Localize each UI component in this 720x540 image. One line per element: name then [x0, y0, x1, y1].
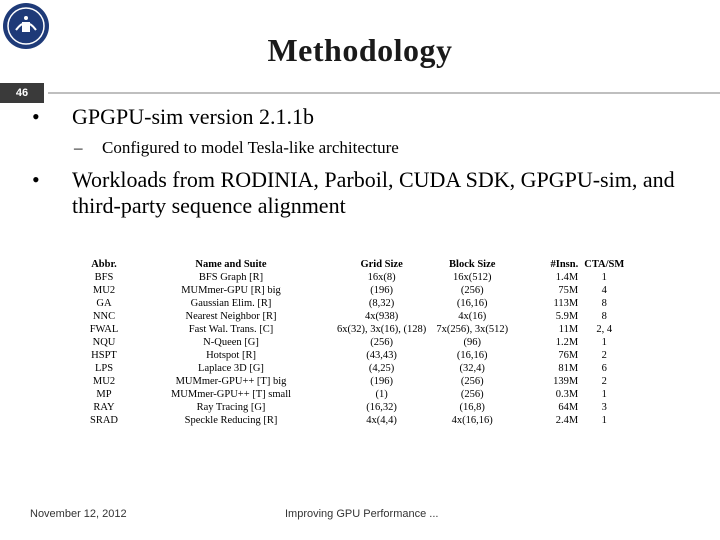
cell-cta: 2 [601, 350, 607, 361]
bullet-icon: • [32, 167, 40, 192]
footer-date: November 12, 2012 [30, 508, 127, 520]
cell-abbr: SRAD [89, 415, 118, 426]
cell-insn: 11M [558, 324, 579, 335]
cell-block: (256) [460, 389, 484, 400]
cell-name: Laplace 3D [G] [198, 363, 264, 374]
cell-name: Speckle Reducing [R] [184, 415, 278, 426]
cell-cta: 1 [601, 415, 607, 426]
cell-block: (16,16) [456, 350, 488, 361]
cell-grid: 16x(8) [367, 272, 396, 283]
cell-cta: 1 [601, 337, 607, 348]
bullet-item [30, 104, 692, 130]
cell-grid: 4x(4,4) [366, 415, 397, 426]
cell-block: (96) [463, 337, 481, 348]
cell-abbr: GA [96, 298, 112, 309]
cell-name: MUMmer-GPU++ [T] small [170, 389, 292, 400]
table-row [80, 388, 627, 401]
bullet-text: Workloads from RODINIA, Parboil, CUDA SDK, GPGPU-sim, and third-party sequence alignment [72, 167, 675, 218]
table-row [80, 401, 627, 414]
header-name: Name and Suite [195, 259, 267, 270]
table-row [80, 375, 627, 388]
cell-insn: 81M [558, 363, 579, 374]
cell-grid: (43,43) [366, 350, 397, 361]
cell-abbr: MU2 [92, 285, 116, 296]
cell-grid: (256) [370, 337, 393, 348]
workloads-table [80, 258, 627, 427]
cell-block: (256) [460, 376, 484, 387]
cell-block: 7x(256), 3x(512) [436, 324, 509, 335]
bullet-icon: • [32, 104, 40, 129]
table-body [80, 271, 627, 427]
cell-name: Hotspot [R] [206, 350, 256, 361]
dash-icon: – [74, 138, 83, 157]
cell-block: 16x(512) [452, 272, 492, 283]
table-row [80, 414, 627, 427]
cell-abbr: NQU [92, 337, 116, 348]
cell-insn: 5.9M [555, 311, 579, 322]
header-insn: #Insn. [550, 259, 579, 270]
cell-block: 4x(16,16) [451, 415, 493, 426]
cell-insn: 2.4M [555, 415, 579, 426]
table-row [80, 297, 627, 310]
cell-cta: 2, 4 [596, 324, 613, 335]
cell-name: Fast Wal. Trans. [C] [188, 324, 274, 335]
cell-name: BFS Graph [R] [198, 272, 264, 283]
table-row [80, 310, 627, 323]
slide-title: Methodology [267, 32, 453, 68]
header-divider [48, 92, 720, 94]
cell-block: (32,4) [459, 363, 485, 374]
page-number: 46 [0, 83, 44, 103]
cell-cta: 6 [601, 363, 607, 374]
cell-name: Nearest Neighbor [R] [185, 311, 277, 322]
cell-grid: 6x(32), 3x(16), (128) [337, 324, 427, 335]
cell-grid: (4,25) [368, 363, 395, 374]
cell-insn: 1.4M [555, 272, 579, 283]
cell-abbr: FWAL [89, 324, 119, 335]
cell-cta: 4 [601, 285, 607, 296]
cell-grid: (8,32) [368, 298, 395, 309]
cell-abbr: NNC [92, 311, 116, 322]
table-row [80, 271, 627, 284]
cell-grid: (1) [375, 389, 388, 400]
bullet-item [30, 167, 692, 219]
header-block: Block Size [449, 259, 496, 270]
header-cta: CTA/SM [584, 259, 625, 270]
cell-insn: 76M [558, 350, 579, 361]
cell-name: Gaussian Elim. [R] [190, 298, 272, 309]
sub-bullet-text: Configured to model Tesla-like architecture [102, 138, 399, 157]
table-row [80, 349, 627, 362]
cell-insn: 113M [553, 298, 579, 309]
cell-cta: 8 [601, 298, 607, 309]
table-row [80, 362, 627, 375]
cell-name: MUMmer-GPU [R] big [181, 285, 281, 296]
cell-name: MUMmer-GPU++ [T] big [175, 376, 287, 387]
cell-cta: 1 [601, 389, 607, 400]
cell-abbr: MU2 [92, 376, 116, 387]
cell-cta: 2 [601, 376, 607, 387]
cell-grid: 4x(938) [364, 311, 399, 322]
cell-grid: (196) [370, 376, 393, 387]
cell-grid: (16,32) [366, 402, 397, 413]
cell-name: Ray Tracing [G] [196, 402, 266, 413]
cell-block: 4x(16) [458, 311, 487, 322]
table-row [80, 284, 627, 297]
bullet-text: GPGPU-sim version 2.1.1b [72, 104, 315, 129]
cell-block: (16,16) [456, 298, 488, 309]
sub-bullet-item [74, 138, 399, 158]
table-row [80, 323, 627, 336]
cell-abbr: MP [96, 389, 112, 400]
cell-cta: 3 [601, 402, 607, 413]
table-row [80, 336, 627, 349]
cell-cta: 1 [601, 272, 607, 283]
cell-insn: 64M [558, 402, 579, 413]
cell-abbr: HSPT [91, 350, 117, 361]
cell-abbr: RAY [93, 402, 115, 413]
cell-grid: (196) [370, 285, 393, 296]
cell-insn: 1.2M [555, 337, 579, 348]
cell-abbr: BFS [94, 272, 114, 283]
cell-cta: 8 [601, 311, 607, 322]
cell-insn: 0.3M [555, 389, 579, 400]
cell-abbr: LPS [94, 363, 114, 374]
header-grid: Grid Size [360, 259, 403, 270]
header-abbr: Abbr. [91, 259, 117, 270]
cell-insn: 139M [553, 376, 579, 387]
cell-block: (16,8) [459, 402, 485, 413]
cell-insn: 75M [558, 285, 579, 296]
cell-name: N-Queen [G] [203, 337, 259, 348]
cell-block: (256) [460, 285, 484, 296]
table-header-row [80, 258, 627, 271]
footer-title: Improving GPU Performance ... [285, 508, 439, 520]
